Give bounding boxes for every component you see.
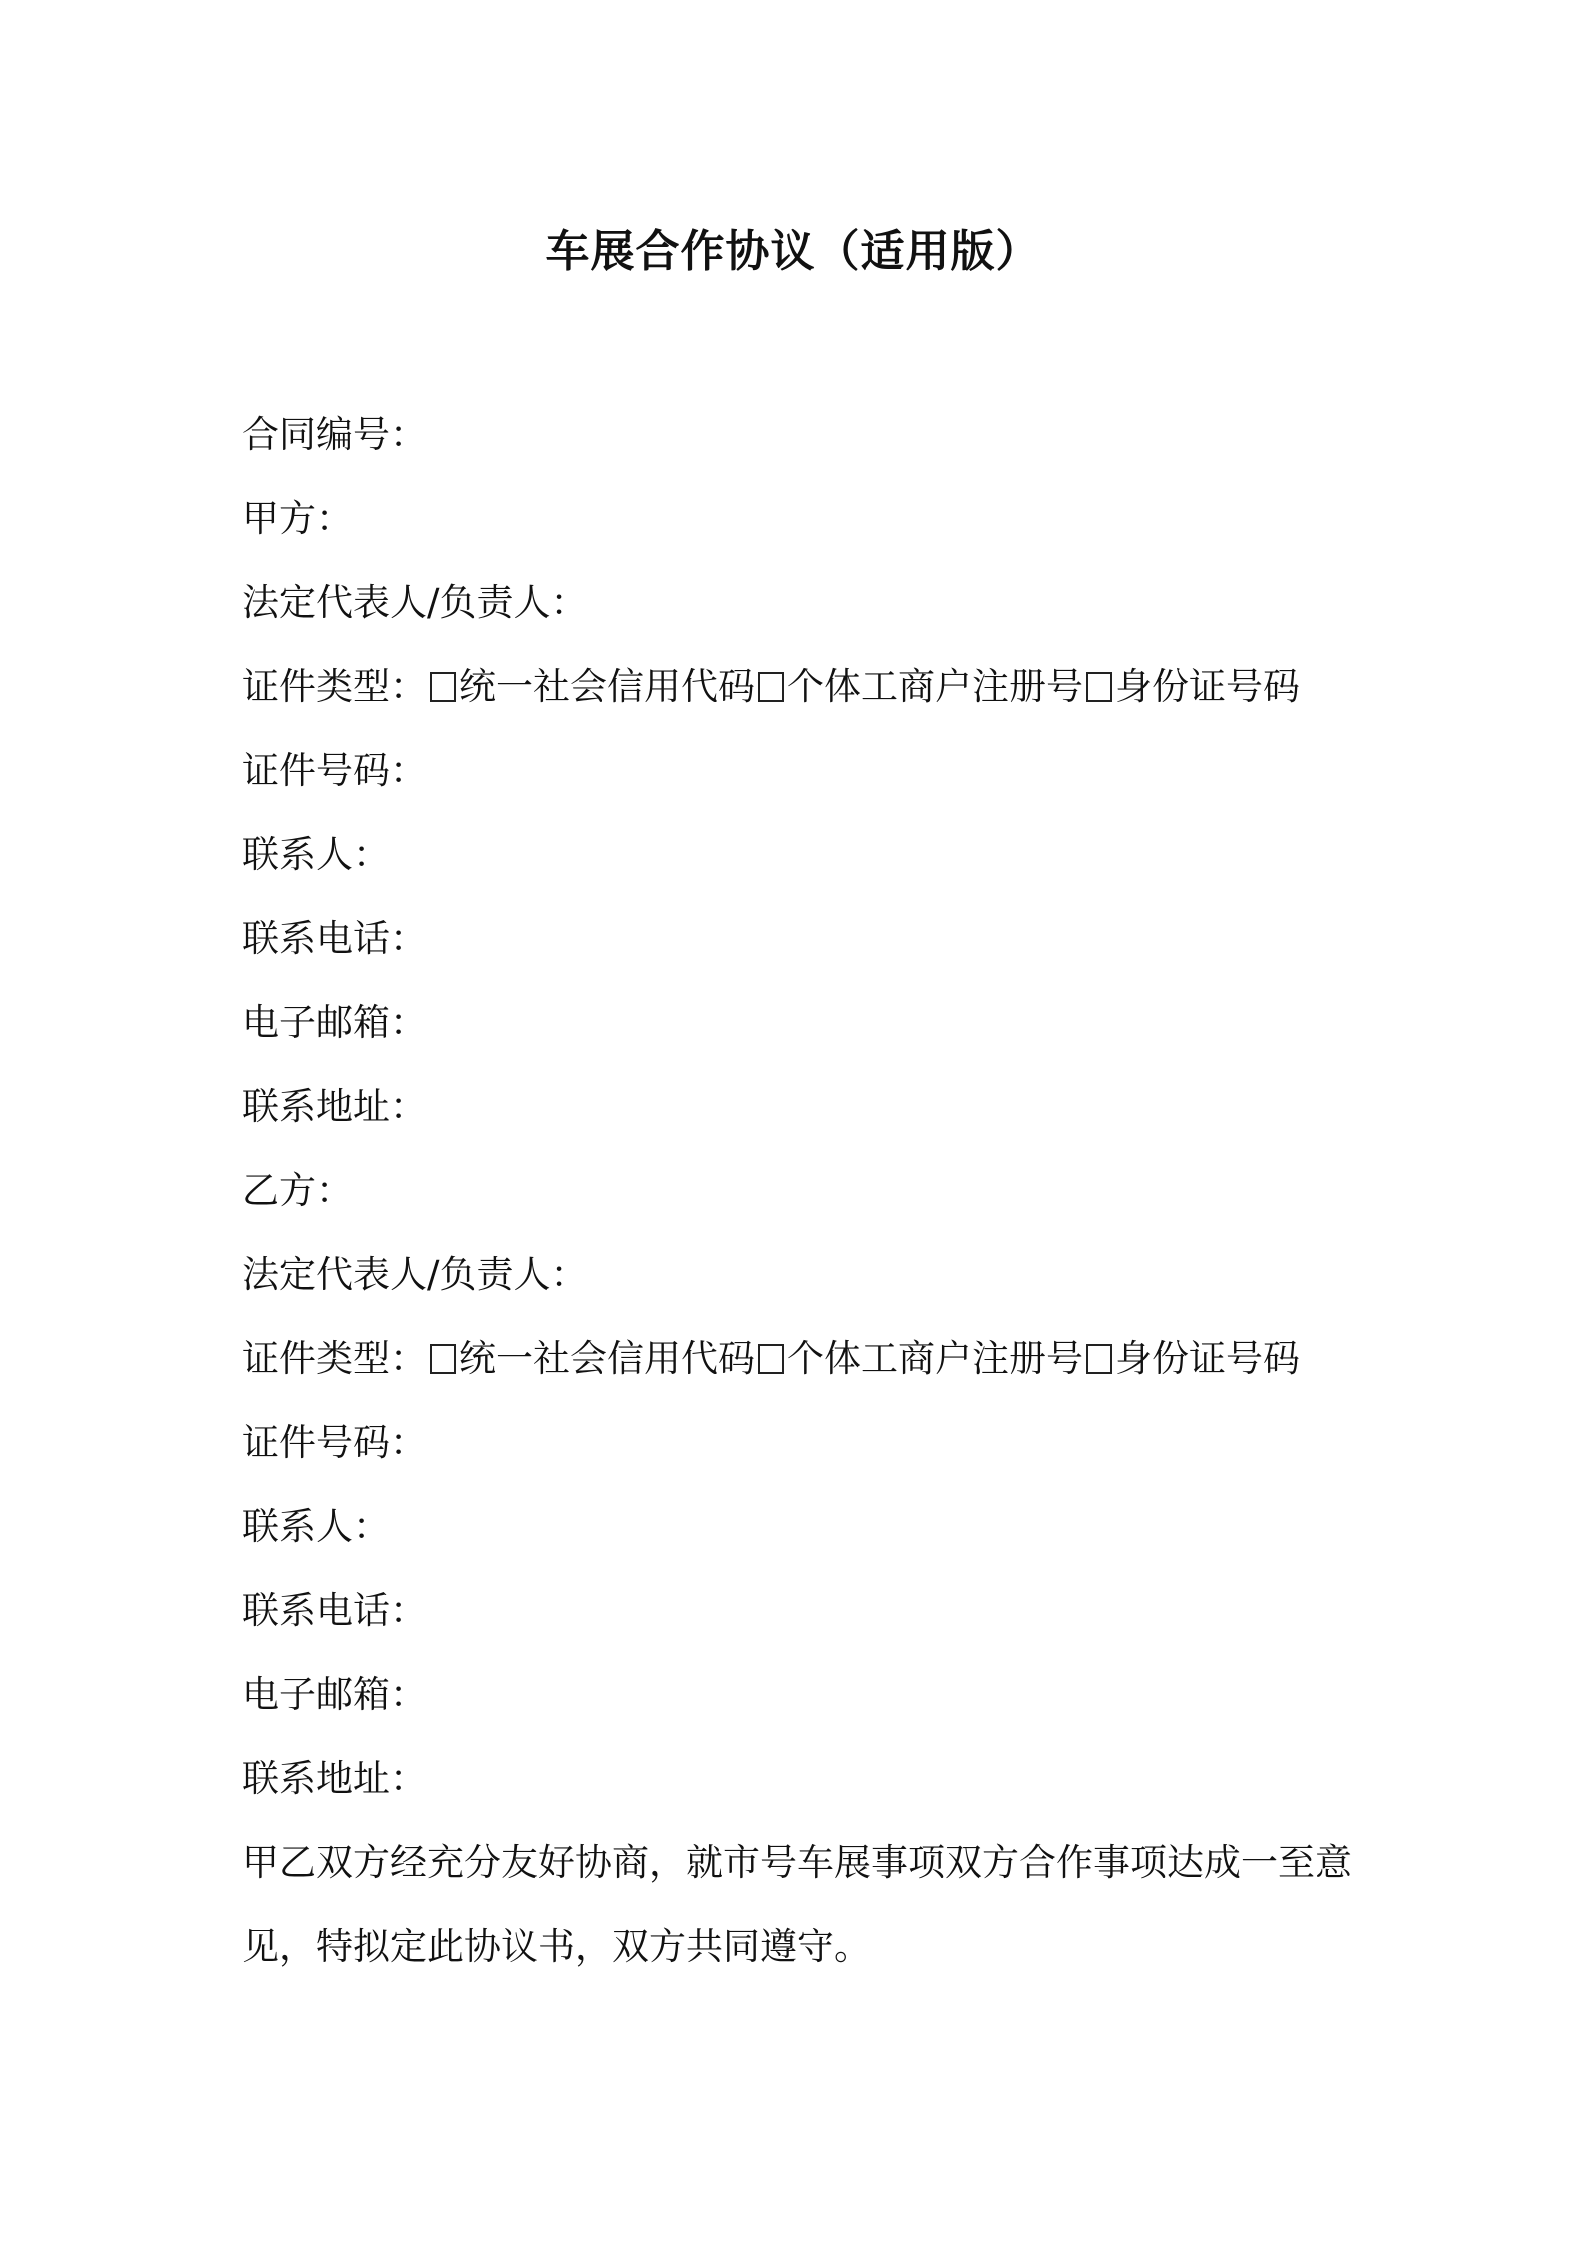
party-b-email-field: 电子邮箱： xyxy=(242,1673,427,1716)
checkbox-icon[interactable] xyxy=(1086,672,1112,702)
party-b-id-option-id-card[interactable] xyxy=(1083,1337,1300,1380)
party-a-contact-field: 联系人： xyxy=(242,833,390,876)
party-b-address-field: 联系地址： xyxy=(242,1757,427,1800)
party-a-legal-rep-field: 法定代表人/负责人： xyxy=(242,581,588,624)
party-a-id-option-id-card[interactable] xyxy=(1083,665,1300,708)
option-label: 身份证号码 xyxy=(1115,665,1300,708)
party-b-label: 乙方： xyxy=(242,1169,353,1212)
party-a-id-number-field: 证件号码： xyxy=(242,749,427,792)
party-a-id-option-credit-code[interactable] xyxy=(427,665,755,708)
party-b-id-number-field: 证件号码： xyxy=(242,1421,427,1464)
contract-fields xyxy=(242,405,1362,1989)
party-a-id-type-label: 证件类型： xyxy=(242,665,427,708)
checkbox-icon[interactable] xyxy=(1086,1344,1112,1374)
party-a-address-field: 联系地址： xyxy=(242,1085,427,1128)
party-b-id-type-label: 证件类型： xyxy=(242,1337,427,1380)
option-label: 统一社会信用代码 xyxy=(459,1337,755,1380)
checkbox-icon[interactable] xyxy=(430,1344,456,1374)
party-b-contact-field: 联系人： xyxy=(242,1505,390,1548)
option-label: 统一社会信用代码 xyxy=(459,665,755,708)
party-b-id-option-credit-code[interactable] xyxy=(427,1337,755,1380)
party-b-legal-rep-field: 法定代表人/负责人： xyxy=(242,1253,588,1296)
document-title: 车展合作协议（适用版） xyxy=(545,226,1041,277)
checkbox-icon[interactable] xyxy=(758,1344,784,1374)
checkbox-icon[interactable] xyxy=(758,672,784,702)
option-label: 身份证号码 xyxy=(1115,1337,1300,1380)
party-b-id-type-field xyxy=(242,1329,1362,1413)
checkbox-icon[interactable] xyxy=(430,672,456,702)
option-label: 个体工商户注册号 xyxy=(787,1337,1083,1380)
party-b-id-option-business-reg[interactable] xyxy=(755,1337,1083,1380)
party-b-phone-field: 联系电话： xyxy=(242,1589,427,1632)
party-a-id-option-business-reg[interactable] xyxy=(755,665,1083,708)
party-a-id-type-field xyxy=(242,657,1362,741)
party-a-phone-field: 联系电话： xyxy=(242,917,427,960)
party-a-label: 甲方： xyxy=(242,497,353,540)
party-a-email-field: 电子邮箱： xyxy=(242,1001,427,1044)
option-label: 个体工商户注册号 xyxy=(787,665,1083,708)
contract-number-field: 合同编号： xyxy=(242,413,427,456)
agreement-statement: 甲乙双方经充分友好协商，就市号车展事项双方合作事项达成一至意见，特拟定此协议书，双方共同遵守。 xyxy=(242,1841,1352,1968)
